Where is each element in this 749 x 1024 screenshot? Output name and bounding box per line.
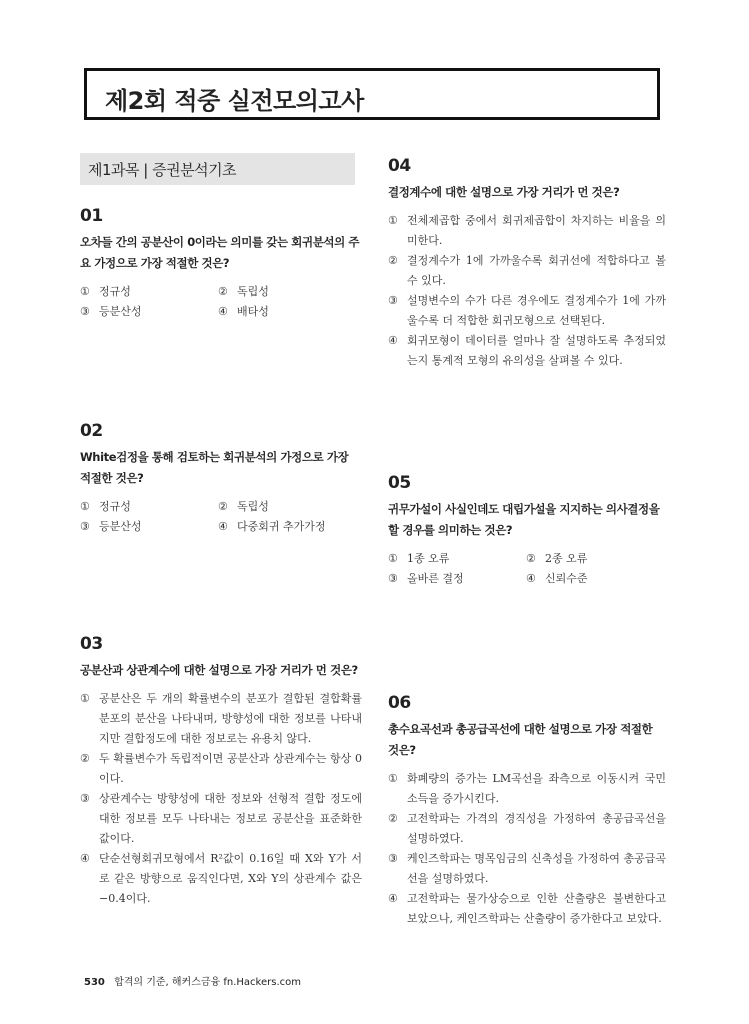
option-mark: ④ [218, 305, 228, 318]
option-2 [526, 549, 656, 569]
option-text: 설명변수의 수가 다른 경우에도 결정계수가 1에 가까울수록 더 적합한 회귀모형으로 선택된다. [407, 294, 666, 327]
option-4 [218, 302, 348, 322]
option-text: 결정계수가 1에 가까울수록 회귀선에 적합하다고 볼 수 있다. [407, 254, 666, 287]
option-text: 1종 오류 [407, 552, 450, 565]
option-mark: ④ [388, 892, 398, 905]
option-text: 회귀모형이 데이터를 얼마나 잘 설명하도록 추정되었는지 통계적 모형의 유의성을 살펴볼 수 있다. [407, 334, 666, 367]
option-text: 신뢰수준 [545, 572, 588, 585]
page-number: 530 [84, 977, 105, 988]
option-mark: ① [388, 214, 398, 227]
page-title: 제2회 적중 실전모의고사 [105, 87, 364, 115]
option-mark: ① [80, 500, 90, 513]
option-mark: ② [388, 254, 398, 267]
option-1 [80, 497, 218, 517]
option-mark: ① [388, 772, 398, 785]
option-text: 케인즈학파는 명목임금의 신축성을 가정하여 총공급곡선을 설명하였다. [407, 852, 666, 885]
option-text: 두 확률변수가 독립적이면 공분산과 상관계수는 항상 0이다. [99, 752, 362, 785]
option-text: 전체제곱합 중에서 회귀제곱합이 차지하는 비율을 의미한다. [407, 214, 666, 247]
option-3 [80, 517, 218, 537]
option-text: 등분산성 [99, 305, 142, 318]
option-4 [388, 889, 666, 929]
footer-text: 합격의 기준, 해커스금융 fn.Hackers.com [114, 977, 302, 988]
option-list [388, 211, 666, 371]
page-footer [84, 973, 301, 988]
option-text: 상관계수는 방향성에 대한 정보와 선형적 결합 정도에 대한 정보를 모두 나타내는 정보로 공분산을 표준화한 값이다. [99, 792, 362, 845]
option-text: 정규성 [99, 500, 131, 513]
option-list [80, 689, 362, 909]
option-text: 정규성 [99, 285, 131, 298]
option-mark: ③ [388, 852, 398, 865]
question-04 [388, 156, 666, 371]
option-text: 고전학파는 가격의 경직성을 가정하여 총공급곡선을 설명하였다. [407, 812, 666, 845]
question-03 [80, 634, 362, 909]
option-mark: ③ [388, 572, 398, 585]
option-mark: ④ [218, 520, 228, 533]
option-4 [526, 569, 656, 589]
question-05 [388, 473, 666, 589]
option-text: 등분산성 [99, 520, 142, 533]
option-text: 올바른 결정 [407, 572, 464, 585]
subject-header [80, 153, 355, 185]
question-number: 02 [80, 421, 103, 441]
question-number: 04 [388, 156, 411, 176]
option-text: 2종 오류 [545, 552, 588, 565]
option-mark: ③ [388, 294, 398, 307]
option-mark: ③ [80, 792, 90, 805]
option-mark: ③ [80, 305, 90, 318]
option-3 [388, 569, 526, 589]
option-mark: ④ [388, 334, 398, 347]
option-text: 고전학파는 물가상승으로 인한 산출량은 불변한다고 보았으나, 케인즈학파는 산출량이 증가한다고 보았다. [407, 892, 666, 925]
subject-title: 제1과목 | 증권분석기초 [88, 161, 237, 179]
question-stem: 공분산과 상관계수에 대한 설명으로 가장 거리가 먼 것은? [80, 663, 358, 677]
option-1 [80, 689, 362, 749]
option-4 [80, 849, 362, 909]
option-3 [80, 789, 362, 849]
option-list [80, 282, 362, 322]
option-mark: ④ [526, 572, 536, 585]
option-text: 배타성 [237, 305, 269, 318]
option-1 [388, 549, 526, 569]
option-mark: ③ [80, 520, 90, 533]
question-number: 06 [388, 693, 411, 713]
option-text: 공분산은 두 개의 확률변수의 분포가 결합된 결합확률분포의 분산을 나타내며, 방향성에 대한 정보를 나타내지만 결합정도에 대한 정보로는 유용치 않다. [99, 692, 362, 745]
option-mark: ④ [80, 852, 90, 865]
option-list [80, 497, 362, 537]
option-mark: ① [80, 692, 90, 705]
option-list [388, 769, 666, 929]
option-2 [218, 497, 348, 517]
option-mark: ② [388, 812, 398, 825]
option-1 [388, 769, 666, 809]
question-number: 01 [80, 206, 103, 226]
option-4 [218, 517, 348, 537]
question-number: 03 [80, 634, 103, 654]
option-text: 화폐량의 증가는 LM곡선을 좌측으로 이동시켜 국민소득을 증가시킨다. [407, 772, 666, 805]
question-number: 05 [388, 473, 411, 493]
option-1 [388, 211, 666, 251]
option-mark: ② [218, 500, 228, 513]
question-01 [80, 206, 362, 322]
question-stem: 오차들 간의 공분산이 0이라는 의미를 갖는 회귀분석의 주요 가정으로 가장 적절한 것은? [80, 235, 360, 270]
question-06 [388, 693, 666, 929]
option-list [388, 549, 666, 589]
option-text: 다중회귀 추가가정 [237, 520, 326, 533]
question-stem: 총수요곡선과 총공급곡선에 대한 설명으로 가장 적절한 것은? [388, 722, 653, 757]
option-2 [80, 749, 362, 789]
question-stem: 귀무가설이 사실인데도 대립가설을 지지하는 의사결정을 할 경우를 의미하는 것은? [388, 502, 660, 537]
option-text: 단순선형회귀모형에서 R²값이 0.16일 때 X와 Y가 서로 같은 방향으로 움직인다면, X와 Y의 상관계수 값은 −0.4이다. [99, 852, 362, 905]
question-stem: White검정을 통해 검토하는 회귀분석의 가정으로 가장 적절한 것은? [80, 450, 349, 485]
option-text: 독립성 [237, 500, 269, 513]
option-3 [80, 302, 218, 322]
option-mark: ② [218, 285, 228, 298]
question-stem: 결정계수에 대한 설명으로 가장 거리가 먼 것은? [388, 185, 620, 199]
option-2 [388, 251, 666, 291]
question-02 [80, 421, 362, 537]
option-3 [388, 291, 666, 331]
title-box [84, 68, 660, 120]
option-4 [388, 331, 666, 371]
option-2 [388, 809, 666, 849]
option-3 [388, 849, 666, 889]
option-mark: ② [80, 752, 90, 765]
option-2 [218, 282, 348, 302]
option-1 [80, 282, 218, 302]
option-text: 독립성 [237, 285, 269, 298]
option-mark: ② [526, 552, 536, 565]
option-mark: ① [388, 552, 398, 565]
option-mark: ① [80, 285, 90, 298]
